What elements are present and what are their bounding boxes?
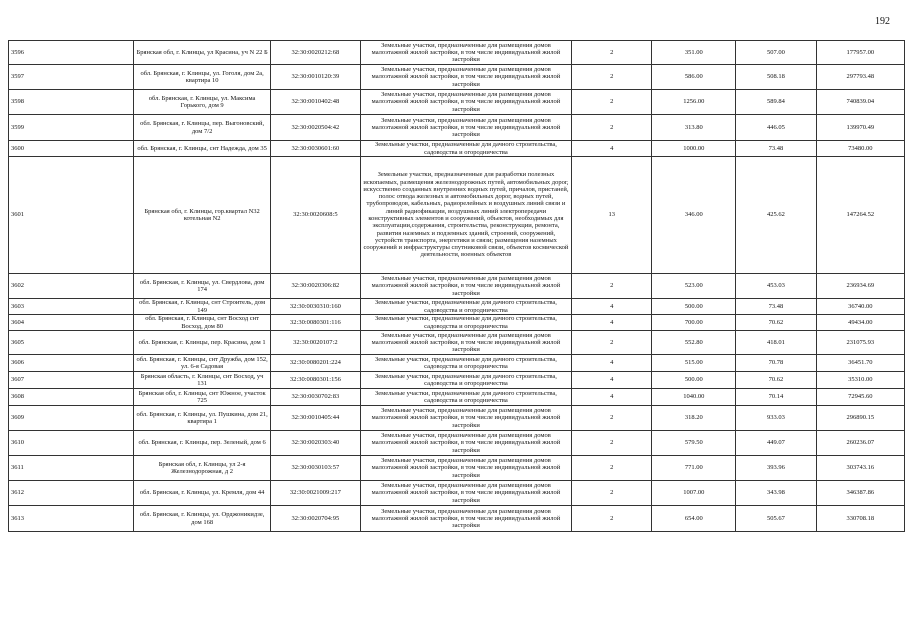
land-use-cell: Земельные участки, предназначенные для размещения домов малоэтажной жилой застройки, в том числе индивидуальной жилой застройки xyxy=(360,481,572,506)
cadastral-number-cell: 32:30:0030601:60 xyxy=(271,141,361,157)
group-code-cell: 2 xyxy=(572,481,652,506)
land-use-cell: Земельные участки, предназначенные для дачного строительства, садоводства и огородничества xyxy=(360,372,572,389)
land-use-cell: Земельные участки, предназначенные для дачного строительства, садоводства и огородничества xyxy=(360,355,572,372)
table-row xyxy=(9,65,905,90)
page-number: 192 xyxy=(875,16,890,27)
land-parcels-table xyxy=(8,40,905,532)
row-number-cell: 3600 xyxy=(9,141,134,157)
land-use-cell: Земельные участки, предназначенные для размещения домов малоэтажной жилой застройки, в том числе индивидуальной жилой застройки xyxy=(360,90,572,115)
area-cell: 346.00 xyxy=(652,157,736,274)
table-row xyxy=(9,431,905,456)
row-number-cell: 3605 xyxy=(9,331,134,355)
address-cell: Брянская обл, г. Клинцы, ул 2-я Железнодорожная, д 2 xyxy=(134,456,271,481)
area-cell: 1000.00 xyxy=(652,141,736,157)
area-cell: 1040.00 xyxy=(652,389,736,406)
group-code-cell: 2 xyxy=(572,506,652,532)
land-use-cell: Земельные участки, предназначенные для размещения домов малоэтажной жилой застройки, в том числе индивидуальной жилой застройки xyxy=(360,456,572,481)
cadastral-value-cell: 303743.16 xyxy=(816,456,904,481)
land-use-cell: Земельные участки, предназначенные для дачного строительства, садоводства и огородничества xyxy=(360,141,572,157)
land-use-cell: Земельные участки, предназначенные для размещения домов малоэтажной жилой застройки, в том числе индивидуальной жилой застройки xyxy=(360,406,572,431)
group-code-cell: 2 xyxy=(572,406,652,431)
land-use-cell: Земельные участки, предназначенные для размещения домов малоэтажной жилой застройки, в том числе индивидуальной жилой застройки xyxy=(360,65,572,90)
cadastral-value-cell: 260236.07 xyxy=(816,431,904,456)
land-use-cell: Земельные участки, предназначенные для размещения домов малоэтажной жилой застройки, в том числе индивидуальной жилой застройки xyxy=(360,506,572,532)
table-row xyxy=(9,315,905,331)
specific-value-cell: 418.01 xyxy=(736,331,816,355)
area-cell: 771.00 xyxy=(652,456,736,481)
area-cell: 586.00 xyxy=(652,65,736,90)
table-body xyxy=(9,41,905,532)
cadastral-number-cell: 32:30:0020303:40 xyxy=(271,431,361,456)
table-row xyxy=(9,274,905,299)
row-number-cell: 3602 xyxy=(9,274,134,299)
specific-value-cell: 507.00 xyxy=(736,41,816,65)
cadastral-number-cell: 32:30:0010120:39 xyxy=(271,65,361,90)
land-use-cell: Земельные участки, предназначенные для размещения домов малоэтажной жилой застройки, в том числе индивидуальной жилой застройки xyxy=(360,41,572,65)
group-code-cell: 2 xyxy=(572,431,652,456)
land-use-cell: Земельные участки, предназначенные для дачного строительства, садоводства и огородничества xyxy=(360,315,572,331)
cadastral-value-cell: 139970.49 xyxy=(816,115,904,141)
cadastral-value-cell: 346387.86 xyxy=(816,481,904,506)
table-row xyxy=(9,90,905,115)
land-use-cell: Земельные участки, предназначенные для размещения домов малоэтажной жилой застройки, в том числе индивидуальной жилой застройки xyxy=(360,115,572,141)
cadastral-value-cell: 740839.04 xyxy=(816,90,904,115)
row-number-cell: 3598 xyxy=(9,90,134,115)
row-number-cell: 3606 xyxy=(9,355,134,372)
area-cell: 700.00 xyxy=(652,315,736,331)
cadastral-number-cell: 32:30:0030702:83 xyxy=(271,389,361,406)
table-row xyxy=(9,355,905,372)
specific-value-cell: 449.07 xyxy=(736,431,816,456)
group-code-cell: 2 xyxy=(572,115,652,141)
area-cell: 523.00 xyxy=(652,274,736,299)
group-code-cell: 13 xyxy=(572,157,652,274)
table-row xyxy=(9,406,905,431)
specific-value-cell: 425.62 xyxy=(736,157,816,274)
cadastral-value-cell: 72945.60 xyxy=(816,389,904,406)
cadastral-number-cell: 32:30:0030310:160 xyxy=(271,299,361,315)
cadastral-number-cell: 32:30:0010405:44 xyxy=(271,406,361,431)
address-cell: Брянская обл, г. Клинцы, ул Красина, уч N 22 Б xyxy=(134,41,271,65)
address-cell: обл. Брянская, г. Клинцы, ул. Орджоникидзе, дом 168 xyxy=(134,506,271,532)
address-cell: обл. Брянская, г. Клинцы, снт Дружба, дом 152, ул. 6-я Садовая xyxy=(134,355,271,372)
row-number-cell: 3613 xyxy=(9,506,134,532)
specific-value-cell: 70.14 xyxy=(736,389,816,406)
group-code-cell: 2 xyxy=(572,90,652,115)
row-number-cell: 3603 xyxy=(9,299,134,315)
group-code-cell: 4 xyxy=(572,299,652,315)
cadastral-number-cell: 32:30:0020107:2 xyxy=(271,331,361,355)
cadastral-number-cell: 32:30:0020608:5 xyxy=(271,157,361,274)
cadastral-number-cell: 32:30:0020212:68 xyxy=(271,41,361,65)
cadastral-value-cell: 35310.00 xyxy=(816,372,904,389)
table-row xyxy=(9,331,905,355)
address-cell: обл. Брянская, г. Клинцы, снт Восход снт Восход, дом 80 xyxy=(134,315,271,331)
table-row xyxy=(9,389,905,406)
address-cell: обл. Брянская, г. Клинцы, ул. Максима Горького, дом 9 xyxy=(134,90,271,115)
area-cell: 515.00 xyxy=(652,355,736,372)
row-number-cell: 3599 xyxy=(9,115,134,141)
address-cell: обл. Брянская, г. Клинцы, ул. Свердлова, дом 174 xyxy=(134,274,271,299)
area-cell: 318.20 xyxy=(652,406,736,431)
table-row xyxy=(9,115,905,141)
address-cell: Брянская область, г. Клинцы, снт Восход, уч 131 xyxy=(134,372,271,389)
specific-value-cell: 393.96 xyxy=(736,456,816,481)
address-cell: обл. Брянская, г. Клинцы, снт Строитель, дом 149 xyxy=(134,299,271,315)
address-cell: обл. Брянская, г. Клинцы, пер. Красина, дом 1 xyxy=(134,331,271,355)
cadastral-number-cell: 32:30:0030103:57 xyxy=(271,456,361,481)
row-number-cell: 3604 xyxy=(9,315,134,331)
specific-value-cell: 933.03 xyxy=(736,406,816,431)
table-row xyxy=(9,157,905,274)
row-number-cell: 3611 xyxy=(9,456,134,481)
area-cell: 500.00 xyxy=(652,372,736,389)
cadastral-value-cell: 296890.15 xyxy=(816,406,904,431)
cadastral-number-cell: 32:30:0080301:156 xyxy=(271,372,361,389)
table-row xyxy=(9,481,905,506)
land-use-cell: Земельные участки, предназначенные для размещения домов малоэтажной жилой застройки, в том числе индивидуальной жилой застройки xyxy=(360,431,572,456)
specific-value-cell: 73.48 xyxy=(736,299,816,315)
row-number-cell: 3610 xyxy=(9,431,134,456)
cadastral-value-cell: 36451.70 xyxy=(816,355,904,372)
cadastral-value-cell: 330708.18 xyxy=(816,506,904,532)
specific-value-cell: 73.48 xyxy=(736,141,816,157)
cadastral-number-cell: 32:30:0010402:48 xyxy=(271,90,361,115)
area-cell: 654.00 xyxy=(652,506,736,532)
cadastral-number-cell: 32:30:0020704:95 xyxy=(271,506,361,532)
address-cell: Брянская обл, г. Клинцы, гор.квартал N32 котельная N2 xyxy=(134,157,271,274)
cadastral-value-cell: 36740.00 xyxy=(816,299,904,315)
cadastral-number-cell: 32:30:0080301:116 xyxy=(271,315,361,331)
table-row xyxy=(9,506,905,532)
cadastral-number-cell: 32:30:0021009:217 xyxy=(271,481,361,506)
land-use-cell: Земельные участки, предназначенные для разработки полезных ископаемых, размещения железнодорожных путей, автомобильных дорог, искусственно созданных внутренних водных путей, причалов, пристаней, полос отвода железных и автомобильных дорог, водных путей, трубопроводов, кабельных, радиорелейных и воздушных линий связи и линий радиофикации, воздушных линий электропередачи конструктивных элементов и сооружений, объектов, необходимых для эксплуатации,содержания, строительства, реконструкции, ремонта, развития наземных и подземных зданий, строений, сооружений, устройств транспорта, энергетики и связи; размещения наземных сооружений и инфраструктуры спутниковой связи, объектов космической деятельности, военных объектов xyxy=(360,157,572,274)
specific-value-cell: 453.03 xyxy=(736,274,816,299)
specific-value-cell: 70.62 xyxy=(736,315,816,331)
area-cell: 500.00 xyxy=(652,299,736,315)
group-code-cell: 2 xyxy=(572,274,652,299)
cadastral-number-cell: 32:30:0020504:42 xyxy=(271,115,361,141)
address-cell: обл. Брянская, г. Клинцы, ул. Пушкина, дом 21, квартира 1 xyxy=(134,406,271,431)
area-cell: 1256.00 xyxy=(652,90,736,115)
table-row xyxy=(9,141,905,157)
cadastral-number-cell: 32:30:0020306:82 xyxy=(271,274,361,299)
table-row xyxy=(9,372,905,389)
group-code-cell: 2 xyxy=(572,41,652,65)
group-code-cell: 4 xyxy=(572,355,652,372)
land-use-cell: Земельные участки, предназначенные для дачного строительства, садоводства и огородничества xyxy=(360,299,572,315)
table-row xyxy=(9,41,905,65)
land-use-cell: Земельные участки, предназначенные для размещения домов малоэтажной жилой застройки, в том числе индивидуальной жилой застройки xyxy=(360,274,572,299)
group-code-cell: 4 xyxy=(572,315,652,331)
address-cell: обл. Брянская, г. Клинцы, пер. Зеленый, дом 6 xyxy=(134,431,271,456)
area-cell: 313.80 xyxy=(652,115,736,141)
cadastral-value-cell: 49434.00 xyxy=(816,315,904,331)
specific-value-cell: 70.78 xyxy=(736,355,816,372)
specific-value-cell: 70.62 xyxy=(736,372,816,389)
specific-value-cell: 589.84 xyxy=(736,90,816,115)
cadastral-number-cell: 32:30:0080201:224 xyxy=(271,355,361,372)
cadastral-value-cell: 147264.52 xyxy=(816,157,904,274)
land-use-cell: Земельные участки, предназначенные для размещения домов малоэтажной жилой застройки, в том числе индивидуальной жилой застройки xyxy=(360,331,572,355)
group-code-cell: 2 xyxy=(572,331,652,355)
row-number-cell: 3612 xyxy=(9,481,134,506)
row-number-cell: 3609 xyxy=(9,406,134,431)
cadastral-value-cell: 177957.00 xyxy=(816,41,904,65)
row-number-cell: 3608 xyxy=(9,389,134,406)
row-number-cell: 3597 xyxy=(9,65,134,90)
cadastral-value-cell: 236934.69 xyxy=(816,274,904,299)
address-cell: обл. Брянская, г. Клинцы, снт Надежда, дом 35 xyxy=(134,141,271,157)
cadastral-value-cell: 231075.93 xyxy=(816,331,904,355)
area-cell: 552.80 xyxy=(652,331,736,355)
address-cell: Брянская обл, г. Клинцы, снт Южное, участок 725 xyxy=(134,389,271,406)
table-row xyxy=(9,456,905,481)
specific-value-cell: 446.05 xyxy=(736,115,816,141)
cadastral-value-cell: 297793.48 xyxy=(816,65,904,90)
land-use-cell: Земельные участки, предназначенные для дачного строительства, садоводства и огородничества xyxy=(360,389,572,406)
cadastral-value-cell: 73480.00 xyxy=(816,141,904,157)
specific-value-cell: 505.67 xyxy=(736,506,816,532)
address-cell: обл. Брянская, г. Клинцы, пер. Выгоновский, дом 7/2 xyxy=(134,115,271,141)
area-cell: 579.50 xyxy=(652,431,736,456)
address-cell: обл. Брянская, г. Клинцы, ул. Кремля, дом 44 xyxy=(134,481,271,506)
group-code-cell: 4 xyxy=(572,141,652,157)
specific-value-cell: 508.18 xyxy=(736,65,816,90)
group-code-cell: 4 xyxy=(572,389,652,406)
specific-value-cell: 343.98 xyxy=(736,481,816,506)
area-cell: 351.00 xyxy=(652,41,736,65)
area-cell: 1007.00 xyxy=(652,481,736,506)
group-code-cell: 2 xyxy=(572,456,652,481)
address-cell: обл. Брянская, г. Клинцы, ул. Гоголя, дом 2а, квартира 10 xyxy=(134,65,271,90)
row-number-cell: 3607 xyxy=(9,372,134,389)
table-row xyxy=(9,299,905,315)
row-number-cell: 3596 xyxy=(9,41,134,65)
row-number-cell: 3601 xyxy=(9,157,134,274)
group-code-cell: 4 xyxy=(572,372,652,389)
group-code-cell: 2 xyxy=(572,65,652,90)
